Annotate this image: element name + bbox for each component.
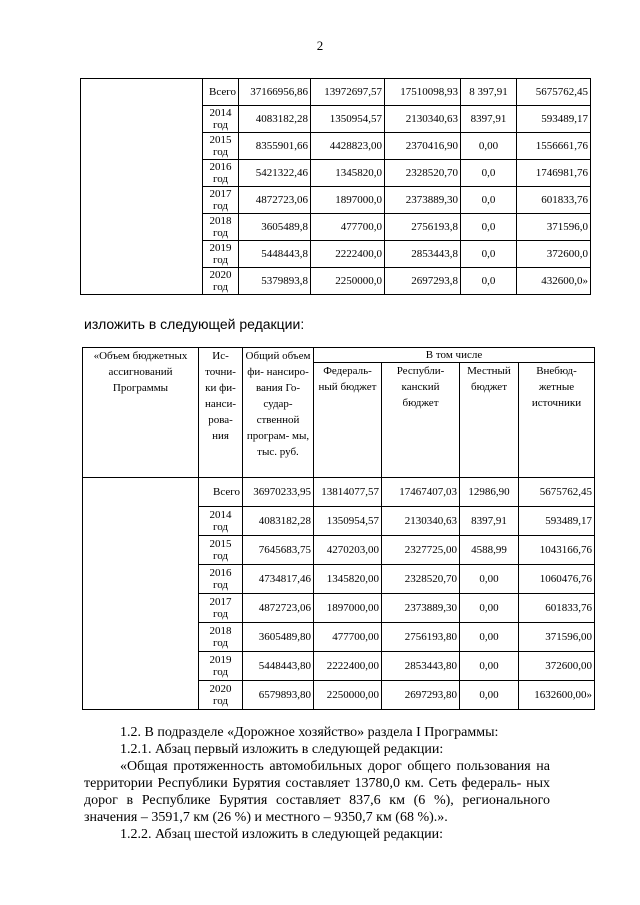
old-table-cell-republic: 2130340,63 bbox=[385, 106, 461, 133]
old-table-cell-label: 2015 год bbox=[203, 133, 239, 160]
empty-left-cell bbox=[81, 79, 203, 295]
new-table-cell-label: Всего bbox=[199, 478, 243, 507]
new-table-cell-label: 2015 год bbox=[199, 536, 243, 565]
new-table-cell-total: 4083182,28 bbox=[243, 507, 314, 536]
new-table-cell-total: 5448443,80 bbox=[243, 652, 314, 681]
new-table-cell-federal: 1345820,00 bbox=[314, 565, 382, 594]
header-republic-budget: Республи- канский бюджет bbox=[382, 363, 460, 478]
new-table-cell-offbudget: 593489,17 bbox=[519, 507, 595, 536]
new-table-cell-label: 2020 год bbox=[199, 681, 243, 710]
new-table-cell-local: 0,00 bbox=[460, 623, 519, 652]
new-table-cell-offbudget: 601833,76 bbox=[519, 594, 595, 623]
old-table-cell-total: 4872723,06 bbox=[239, 187, 311, 214]
old-table-cell-federal: 1897000,0 bbox=[311, 187, 385, 214]
new-table-cell-local: 4588,99 bbox=[460, 536, 519, 565]
new-table-cell-label: 2019 год bbox=[199, 652, 243, 681]
old-table-cell-federal: 1350954,57 bbox=[311, 106, 385, 133]
old-table-cell-republic: 2373889,30 bbox=[385, 187, 461, 214]
old-table-cell-republic: 2697293,8 bbox=[385, 268, 461, 295]
old-table-cell-offbudget: 593489,17 bbox=[517, 106, 591, 133]
header-federal-budget: Федераль- ный бюджет bbox=[314, 363, 382, 478]
header-total-funding: Общий объем фи- нансиро- вания Го- судар- ственной програм- мы, тыс. руб. bbox=[243, 348, 314, 478]
new-table-cell-republic: 17467407,03 bbox=[382, 478, 460, 507]
page-number: 2 bbox=[316, 38, 324, 53]
old-table-cell-offbudget: 432600,0» bbox=[517, 268, 591, 295]
new-table-cell-republic: 2756193,80 bbox=[382, 623, 460, 652]
old-table-cell-total: 37166956,86 bbox=[239, 79, 311, 106]
old-table-cell-label: 2016 год bbox=[203, 160, 239, 187]
new-table-cell-label: 2017 год bbox=[199, 594, 243, 623]
header-program-budget: «Объем бюджетных ассигнований Программы bbox=[83, 348, 199, 478]
old-table-cell-federal: 2250000,0 bbox=[311, 268, 385, 295]
new-table-cell-republic: 2853443,80 bbox=[382, 652, 460, 681]
new-table-cell-local: 12986,90 bbox=[460, 478, 519, 507]
old-table-cell-republic: 2328520,70 bbox=[385, 160, 461, 187]
new-table-cell-label: 2014 год bbox=[199, 507, 243, 536]
old-table-cell-federal: 2222400,0 bbox=[311, 241, 385, 268]
old-table-cell-federal: 477700,0 bbox=[311, 214, 385, 241]
new-table-cell-local: 0,00 bbox=[460, 594, 519, 623]
old-table-cell-label: 2019 год bbox=[203, 241, 239, 268]
new-table-cell-offbudget: 371596,00 bbox=[519, 623, 595, 652]
old-table-cell-offbudget: 5675762,45 bbox=[517, 79, 591, 106]
old-table-cell-total: 5448443,8 bbox=[239, 241, 311, 268]
new-table-cell-total: 4734817,46 bbox=[243, 565, 314, 594]
new-table-cell-total: 4872723,06 bbox=[243, 594, 314, 623]
new-table-cell-federal: 477700,00 bbox=[314, 623, 382, 652]
old-table-cell-local: 0,00 bbox=[461, 133, 517, 160]
new-table-cell-federal: 1897000,00 bbox=[314, 594, 382, 623]
new-table-cell-local: 0,00 bbox=[460, 652, 519, 681]
old-table-cell-total: 5421322,46 bbox=[239, 160, 311, 187]
old-table-cell-total: 5379893,8 bbox=[239, 268, 311, 295]
new-table-cell-offbudget: 1043166,76 bbox=[519, 536, 595, 565]
header-offbudget-sources: Внебюд- жетные источники bbox=[519, 363, 595, 478]
old-table-cell-local: 8397,91 bbox=[461, 106, 517, 133]
header-local-budget: Местный бюджет bbox=[460, 363, 519, 478]
old-table-cell-label: 2017 год bbox=[203, 187, 239, 214]
new-table-cell-label: 2018 год bbox=[199, 623, 243, 652]
new-table-cell-republic: 2130340,63 bbox=[382, 507, 460, 536]
old-table-cell-offbudget: 1746981,76 bbox=[517, 160, 591, 187]
new-table-row bbox=[83, 478, 595, 507]
new-table-cell-total: 3605489,80 bbox=[243, 623, 314, 652]
paragraph-1-2-1: 1.2.1. Абзац первый изложить в следующей редакции: bbox=[120, 742, 444, 757]
old-table-cell-label: 2014 год bbox=[203, 106, 239, 133]
old-table-cell-federal: 4428823,00 bbox=[311, 133, 385, 160]
new-table-cell-offbudget: 1060476,76 bbox=[519, 565, 595, 594]
old-table-cell-total: 4083182,28 bbox=[239, 106, 311, 133]
old-table-cell-local: 0,0 bbox=[461, 214, 517, 241]
new-table-cell-republic: 2328520,70 bbox=[382, 565, 460, 594]
old-table-cell-federal: 1345820,0 bbox=[311, 160, 385, 187]
old-table-cell-offbudget: 1556661,76 bbox=[517, 133, 591, 160]
new-table-cell-offbudget: 5675762,45 bbox=[519, 478, 595, 507]
old-table-cell-label: 2020 год bbox=[203, 268, 239, 295]
old-table-cell-label: 2018 год bbox=[203, 214, 239, 241]
old-table-cell-local: 0,0 bbox=[461, 187, 517, 214]
new-table-cell-label: 2016 год bbox=[199, 565, 243, 594]
new-table-cell-republic: 2373889,30 bbox=[382, 594, 460, 623]
new-table-cell-federal: 2250000,00 bbox=[314, 681, 382, 710]
old-table-cell-republic: 2370416,90 bbox=[385, 133, 461, 160]
new-table-cell-total: 36970233,95 bbox=[243, 478, 314, 507]
old-table-row bbox=[81, 79, 591, 106]
old-table-cell-republic: 2853443,8 bbox=[385, 241, 461, 268]
old-table-cell-label: Всего bbox=[203, 79, 239, 106]
new-table-cell-local: 0,00 bbox=[460, 565, 519, 594]
old-table-cell-offbudget: 372600,0 bbox=[517, 241, 591, 268]
old-table-cell-local: 0,0 bbox=[461, 160, 517, 187]
new-table-cell-offbudget: 372600,00 bbox=[519, 652, 595, 681]
intro-text: изложить в следующей редакции: bbox=[84, 316, 305, 332]
old-table-cell-federal: 13972697,57 bbox=[311, 79, 385, 106]
old-table-cell-republic: 17510098,93 bbox=[385, 79, 461, 106]
new-table-cell-local: 0,00 bbox=[460, 681, 519, 710]
new-table-cell-total: 6579893,80 bbox=[243, 681, 314, 710]
paragraph-road-length: «Общая протяженность автомобильных дорог общего пользования на территории Республики Бурятия составляет 13780,0 км. Сеть федераль- ных дорог в Республике Бурятия составляет 837,6 км (6 %), регионального значения – 3591,7 км (26 %) и местного – 9350,7 км (68 %).». bbox=[84, 759, 550, 825]
new-table-cell-republic: 2697293,80 bbox=[382, 681, 460, 710]
old-table-cell-total: 8355901,66 bbox=[239, 133, 311, 160]
new-table-cell-federal: 13814077,57 bbox=[314, 478, 382, 507]
new-table-cell-federal: 1350954,57 bbox=[314, 507, 382, 536]
empty-left-cell bbox=[83, 478, 199, 710]
new-table-cell-offbudget: 1632600,00» bbox=[519, 681, 595, 710]
old-table-cell-republic: 2756193,8 bbox=[385, 214, 461, 241]
new-funding-table bbox=[82, 347, 595, 710]
old-table-cell-local: 0,0 bbox=[461, 268, 517, 295]
header-including: В том числе bbox=[314, 348, 595, 363]
paragraph-1-2-2: 1.2.2. Абзац шестой изложить в следующей редакции: bbox=[120, 827, 444, 842]
old-table-cell-total: 3605489,8 bbox=[239, 214, 311, 241]
new-table-cell-local: 8397,91 bbox=[460, 507, 519, 536]
old-funding-table bbox=[80, 78, 591, 295]
old-table-cell-local: 0,0 bbox=[461, 241, 517, 268]
paragraph-1-2: 1.2. В подразделе «Дорожное хозяйство» раздела I Программы: bbox=[120, 725, 499, 740]
new-table-cell-republic: 2327725,00 bbox=[382, 536, 460, 565]
old-table-cell-offbudget: 601833,76 bbox=[517, 187, 591, 214]
old-table-cell-offbudget: 371596,0 bbox=[517, 214, 591, 241]
new-table-cell-federal: 4270203,00 bbox=[314, 536, 382, 565]
new-table-cell-total: 7645683,75 bbox=[243, 536, 314, 565]
old-table-cell-local: 8 397,91 bbox=[461, 79, 517, 106]
header-funding-sources: Ис- точни- ки фи- нанси- рова- ния bbox=[199, 348, 243, 478]
new-table-cell-federal: 2222400,00 bbox=[314, 652, 382, 681]
